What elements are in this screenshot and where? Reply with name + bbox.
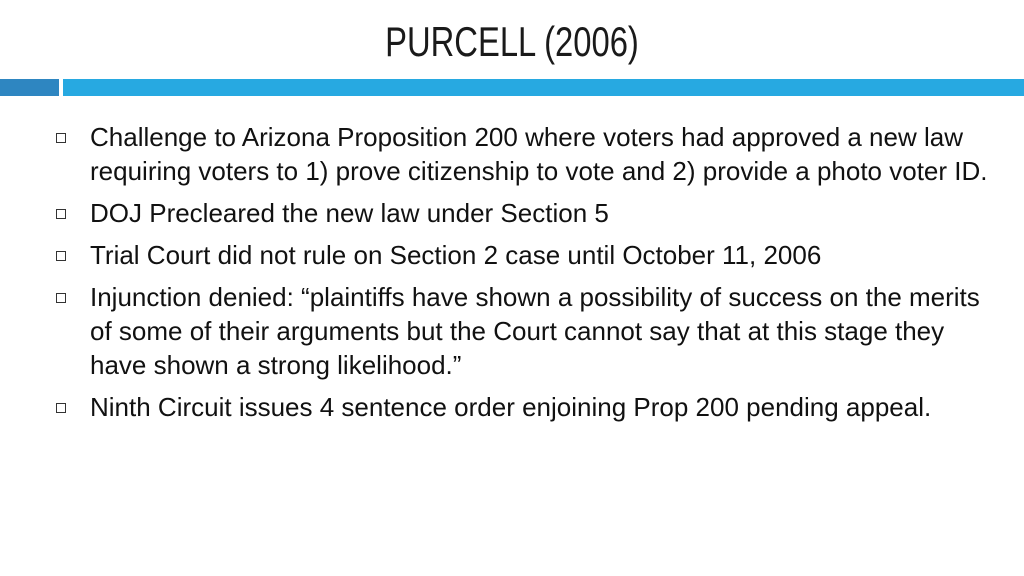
bullet-text: Ninth Circuit issues 4 sentence order enjoining Prop 200 pending appeal. <box>90 392 932 422</box>
bullet-text: Challenge to Arizona Proposition 200 where voters had approved a new law requiring voters to 1) prove citizenship to vote and 2) provide a photo voter ID. <box>90 122 988 186</box>
square-bullet-icon <box>56 293 66 303</box>
bullet-text: DOJ Precleared the new law under Section 5 <box>90 198 609 228</box>
square-bullet-icon <box>56 133 66 143</box>
bullet-item <box>52 390 992 424</box>
bullet-list <box>52 120 992 432</box>
bullet-item <box>52 120 992 188</box>
title-accent-bar-left <box>0 79 59 96</box>
square-bullet-icon <box>56 403 66 413</box>
bullet-text: Trial Court did not rule on Section 2 case until October 11, 2006 <box>90 240 822 270</box>
square-bullet-icon <box>56 251 66 261</box>
title-accent-bar-right <box>63 79 1024 96</box>
bullet-item <box>52 280 992 382</box>
bullet-item <box>52 238 992 272</box>
bullet-item <box>52 196 992 230</box>
bullet-text: Injunction denied: “plaintiffs have shown a possibility of success on the merits of some of their arguments but the Court cannot say that at this stage they have shown a strong likelihood.” <box>90 282 980 380</box>
square-bullet-icon <box>56 209 66 219</box>
slide-title: PURCELL (2006) <box>385 18 639 65</box>
